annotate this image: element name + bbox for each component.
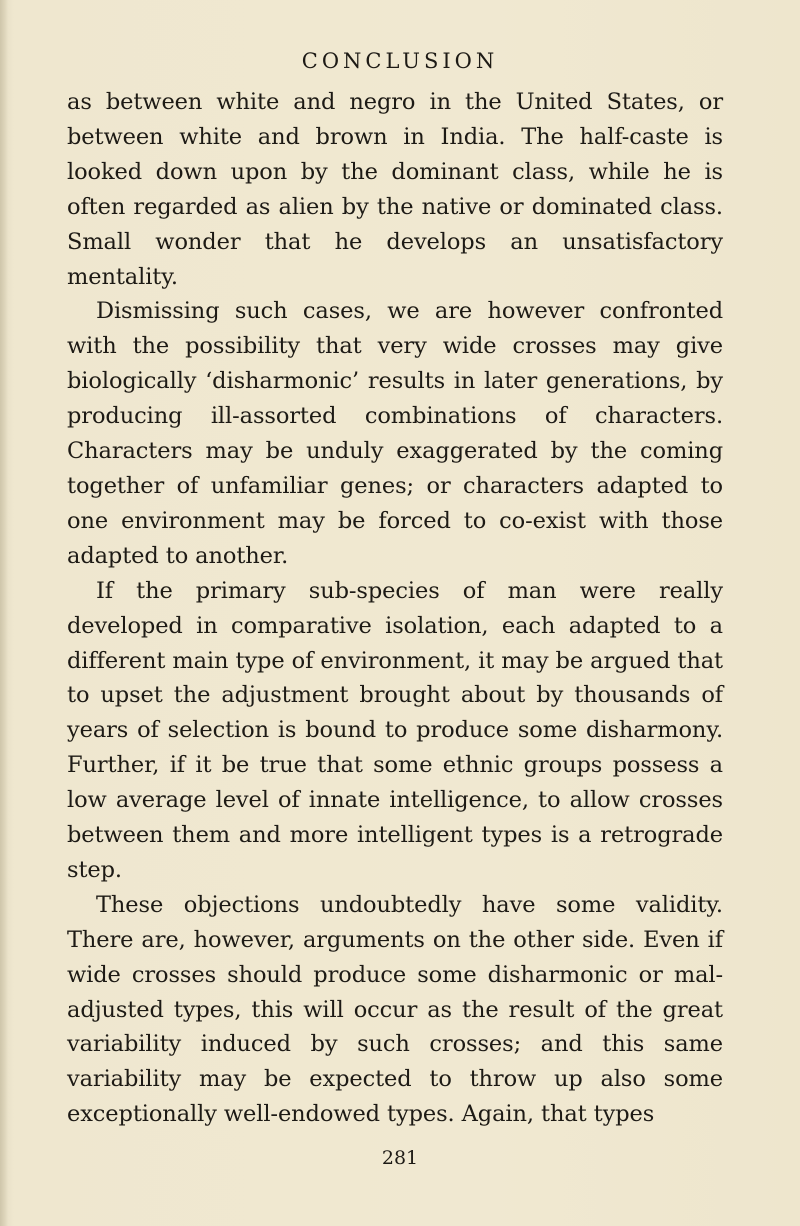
paragraph-3: If the primary sub-species of man were really developed in comparative isolation, each adapted to a different main type of environment, it may be argued that to upset the adjustment brought about by thousands of years of selection is bound to produce some disharmony. Further, if it be true that some ethnic groups possess a low average level of innate intelligence, to allow crosses between them and more intelligent types is a retrograde step.	[67, 577, 723, 883]
body-text	[67, 85, 723, 1132]
page-number: 281	[381, 1147, 419, 1169]
running-head: CONCLUSION	[301, 49, 499, 73]
page-gutter-shadow	[0, 0, 8, 1226]
paragraph-4: These objections undoubtedly have some validity. There are, however, arguments on the other side. Even if wide crosses should produce some disharmonic or mal-adjusted types, this will occur as the result of the great variability induced by such crosses; and this same variability may be expected to throw up also some exceptionally well-endowed types. Again, that types	[67, 891, 723, 1128]
paragraph-2: Dismissing such cases, we are however confronted with the possibility that very wide crosses may give biologically ‘disharmonic’ results in later generations, by producing ill-assorted combinations of characters. Characters may be unduly exaggerated by the coming together of unfamiliar genes; or characters adapted to one environment may be forced to co-exist with those adapted to another.	[67, 298, 723, 569]
paragraph-1: as between white and negro in the United States, or between white and brown in India. The half-caste is looked down upon by the dominant class, while he is often regarded as alien by the native or dominated class. Small wonder that he develops an unsatisfactory mentality.	[67, 89, 723, 290]
